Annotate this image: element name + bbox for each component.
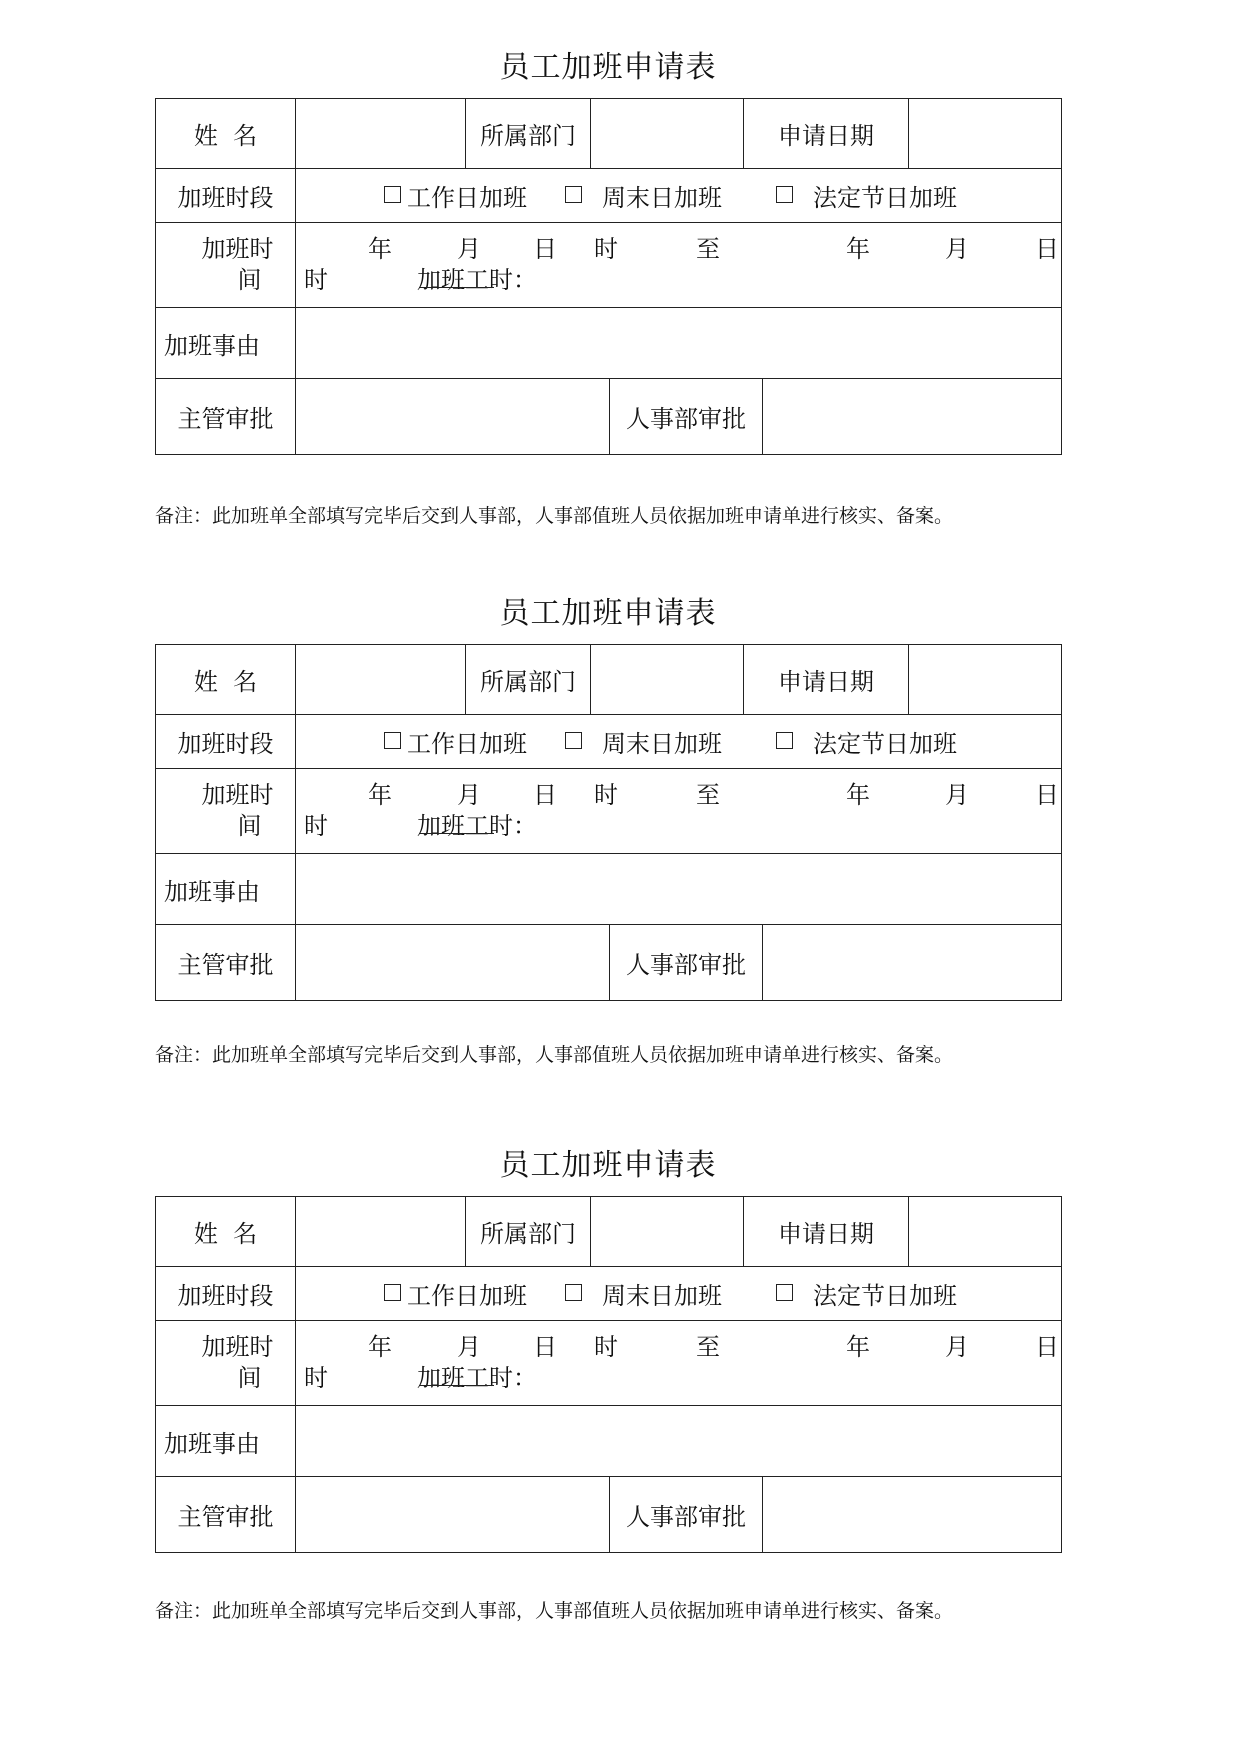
supervisor-label: 主管审批 [156,379,296,455]
period-options [296,1276,1061,1311]
date-field[interactable] [909,645,1062,715]
dept-label: 所属部门 [466,645,591,715]
overtime-table [155,1196,1062,1553]
reason-label: 加班事由 [156,1406,296,1477]
dept-field[interactable] [591,1197,744,1267]
overtime-table [155,98,1062,455]
reason-field[interactable] [296,308,1062,379]
hr-field[interactable] [763,379,1062,455]
time-label: 加班时 间 [156,769,296,854]
supervisor-field[interactable] [296,379,610,455]
hr-label: 人事部审批 [610,925,763,1001]
name-label: 姓 名 [156,1197,296,1267]
period-label: 加班时段 [156,715,296,769]
supervisor-field[interactable] [296,1477,610,1553]
supervisor-field[interactable] [296,925,610,1001]
reason-field[interactable] [296,1406,1062,1477]
checkbox[interactable] [776,732,793,749]
date-label: 申请日期 [744,99,909,169]
period-option-holiday[interactable]: 法定节日加班 [776,1276,957,1311]
form-title: 员工加班申请表 [499,50,717,85]
checkbox[interactable] [384,732,401,749]
checkbox[interactable] [384,186,401,203]
time-field[interactable]: 年 月 日 时 至 年 月 日 时 加班工时： [296,1321,1062,1406]
period-option-workday[interactable]: 工作日加班 [384,178,527,213]
time-label: 加班时 间 [156,223,296,308]
form-note: 备注：此加班单全部填写完毕后交到人事部，人事部值班人员依据加班申请单进行核实、备案。 [155,505,954,527]
date-label: 申请日期 [744,645,909,715]
time-label: 加班时 间 [156,1321,296,1406]
checkbox[interactable] [384,1284,401,1301]
period-label: 加班时段 [156,1267,296,1321]
hours-blank[interactable] [419,811,494,834]
checkbox[interactable] [565,186,582,203]
date-field[interactable] [909,1197,1062,1267]
dept-field[interactable] [591,645,744,715]
hr-label: 人事部审批 [610,1477,763,1553]
period-option-weekend[interactable]: 周末日加班 [565,724,722,759]
period-option-holiday[interactable]: 法定节日加班 [776,724,957,759]
name-field[interactable] [296,1197,466,1267]
period-options [296,724,1061,759]
checkbox[interactable] [776,186,793,203]
period-option-weekend[interactable]: 周末日加班 [565,178,722,213]
period-option-weekend[interactable]: 周末日加班 [565,1276,722,1311]
reason-field[interactable] [296,854,1062,925]
time-field[interactable]: 年 月 日 时 至 年 月 日 时 加班工时： [296,769,1062,854]
supervisor-label: 主管审批 [156,1477,296,1553]
dept-label: 所属部门 [466,1197,591,1267]
checkbox[interactable] [565,1284,582,1301]
hours-blank[interactable] [419,265,494,288]
name-field[interactable] [296,645,466,715]
hr-label: 人事部审批 [610,379,763,455]
date-label: 申请日期 [744,1197,909,1267]
time-field[interactable]: 年 月 日 时 至 年 月 日 时 加班工时： [296,223,1062,308]
period-option-workday[interactable]: 工作日加班 [384,724,527,759]
form-note: 备注：此加班单全部填写完毕后交到人事部，人事部值班人员依据加班申请单进行核实、备案。 [155,1600,954,1622]
dept-field[interactable] [591,99,744,169]
dept-label: 所属部门 [466,99,591,169]
hr-field[interactable] [763,1477,1062,1553]
supervisor-label: 主管审批 [156,925,296,1001]
name-field[interactable] [296,99,466,169]
reason-label: 加班事由 [156,854,296,925]
form-title: 员工加班申请表 [499,1148,717,1183]
period-options [296,178,1061,213]
checkbox[interactable] [776,1284,793,1301]
period-option-holiday[interactable]: 法定节日加班 [776,178,957,213]
overtime-table [155,644,1062,1001]
checkbox[interactable] [565,732,582,749]
name-label: 姓 名 [156,99,296,169]
date-field[interactable] [909,99,1062,169]
form-note: 备注：此加班单全部填写完毕后交到人事部，人事部值班人员依据加班申请单进行核实、备案。 [155,1044,954,1066]
period-label: 加班时段 [156,169,296,223]
form-title: 员工加班申请表 [499,596,717,631]
hr-field[interactable] [763,925,1062,1001]
reason-label: 加班事由 [156,308,296,379]
hours-blank[interactable] [419,1363,494,1386]
name-label: 姓 名 [156,645,296,715]
period-option-workday[interactable]: 工作日加班 [384,1276,527,1311]
